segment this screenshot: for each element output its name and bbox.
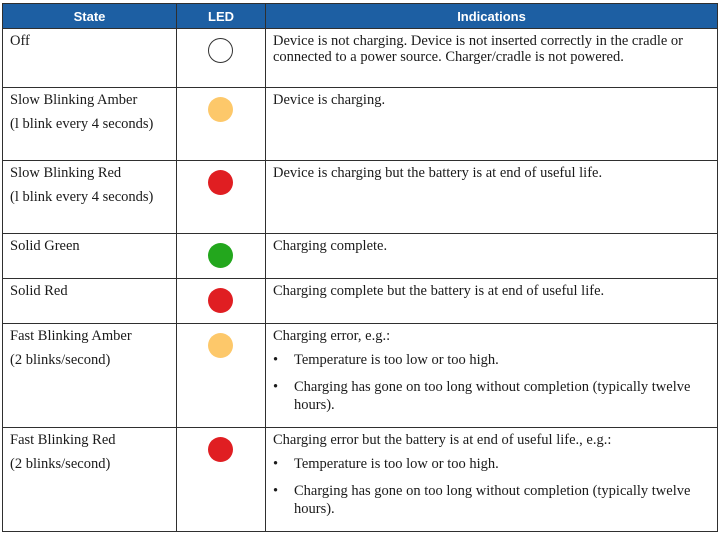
table-row (3, 234, 718, 279)
state-sublabel: (l blink every 4 seconds) (10, 189, 154, 205)
led-cell (177, 161, 266, 234)
red-circle-icon (208, 437, 233, 462)
indication-cell (266, 279, 718, 324)
state-sublabel: (2 blinks/second) (10, 456, 111, 472)
state-label: Fast Blinking Amber (10, 328, 132, 344)
header-state: State (3, 4, 177, 29)
indication-text: Charging error, e.g.: (273, 328, 391, 344)
indication-cell (266, 161, 718, 234)
list-item (273, 455, 709, 473)
led-cell (177, 279, 266, 324)
list-item (273, 378, 709, 414)
red-circle-icon (208, 288, 233, 313)
led-cell (177, 234, 266, 279)
state-label: Fast Blinking Red (10, 432, 116, 448)
list-item (273, 482, 709, 518)
bullet-icon: • (273, 456, 279, 472)
off-circle-icon (208, 38, 233, 63)
state-sublabel: (2 blinks/second) (10, 352, 111, 368)
led-cell (177, 428, 266, 532)
table-body (3, 29, 718, 532)
bullet-text: Charging has gone on too long without completion (typically twelve hours). (294, 483, 691, 517)
led-cell (177, 29, 266, 88)
indication-text: Device is not charging. Device is not inserted correctly in the cradle or connected to a power source. Charger/cradle is not powered. (273, 33, 684, 65)
bullet-icon: • (273, 379, 279, 395)
table-row (3, 29, 718, 88)
table-row (3, 428, 718, 532)
bullet-text: Charging has gone on too long without completion (typically twelve hours). (294, 379, 691, 413)
state-label: Solid Red (10, 283, 68, 299)
state-cell (3, 428, 177, 532)
state-label: Solid Green (10, 238, 80, 254)
table-row (3, 324, 718, 428)
indication-cell (266, 428, 718, 532)
red-circle-icon (208, 170, 233, 195)
state-sublabel: (l blink every 4 seconds) (10, 116, 154, 132)
header-led: LED (177, 4, 266, 29)
state-cell (3, 279, 177, 324)
state-cell (3, 161, 177, 234)
bullet-icon: • (273, 483, 279, 499)
bullet-text: Temperature is too low or too high. (294, 456, 499, 472)
state-label: Slow Blinking Amber (10, 92, 138, 108)
led-indicator-table (2, 3, 718, 532)
bullet-icon: • (273, 352, 279, 368)
indication-cell (266, 88, 718, 161)
header-indications: Indications (266, 4, 718, 29)
table-row (3, 88, 718, 161)
indication-bullet-list (273, 351, 709, 414)
state-label: Off (10, 33, 30, 49)
state-label: Slow Blinking Red (10, 165, 122, 181)
indication-cell (266, 29, 718, 88)
led-cell (177, 88, 266, 161)
led-cell (177, 324, 266, 428)
amber-circle-icon (208, 97, 233, 122)
green-circle-icon (208, 243, 233, 268)
table-row (3, 279, 718, 324)
table-header-row (3, 4, 718, 29)
bullet-text: Temperature is too low or too high. (294, 352, 499, 368)
state-cell (3, 29, 177, 88)
indication-text: Charging complete. (273, 238, 388, 254)
indication-cell (266, 234, 718, 279)
indication-text: Device is charging but the battery is at end of useful life. (273, 165, 603, 181)
state-cell (3, 234, 177, 279)
list-item (273, 351, 709, 369)
state-cell (3, 324, 177, 428)
amber-circle-icon (208, 333, 233, 358)
indication-bullet-list (273, 455, 709, 518)
indication-text: Charging error but the battery is at end of useful life., e.g.: (273, 432, 612, 448)
indication-text: Charging complete but the battery is at end of useful life. (273, 283, 605, 299)
indication-cell (266, 324, 718, 428)
table-row (3, 161, 718, 234)
indication-text: Device is charging. (273, 92, 386, 108)
state-cell (3, 88, 177, 161)
